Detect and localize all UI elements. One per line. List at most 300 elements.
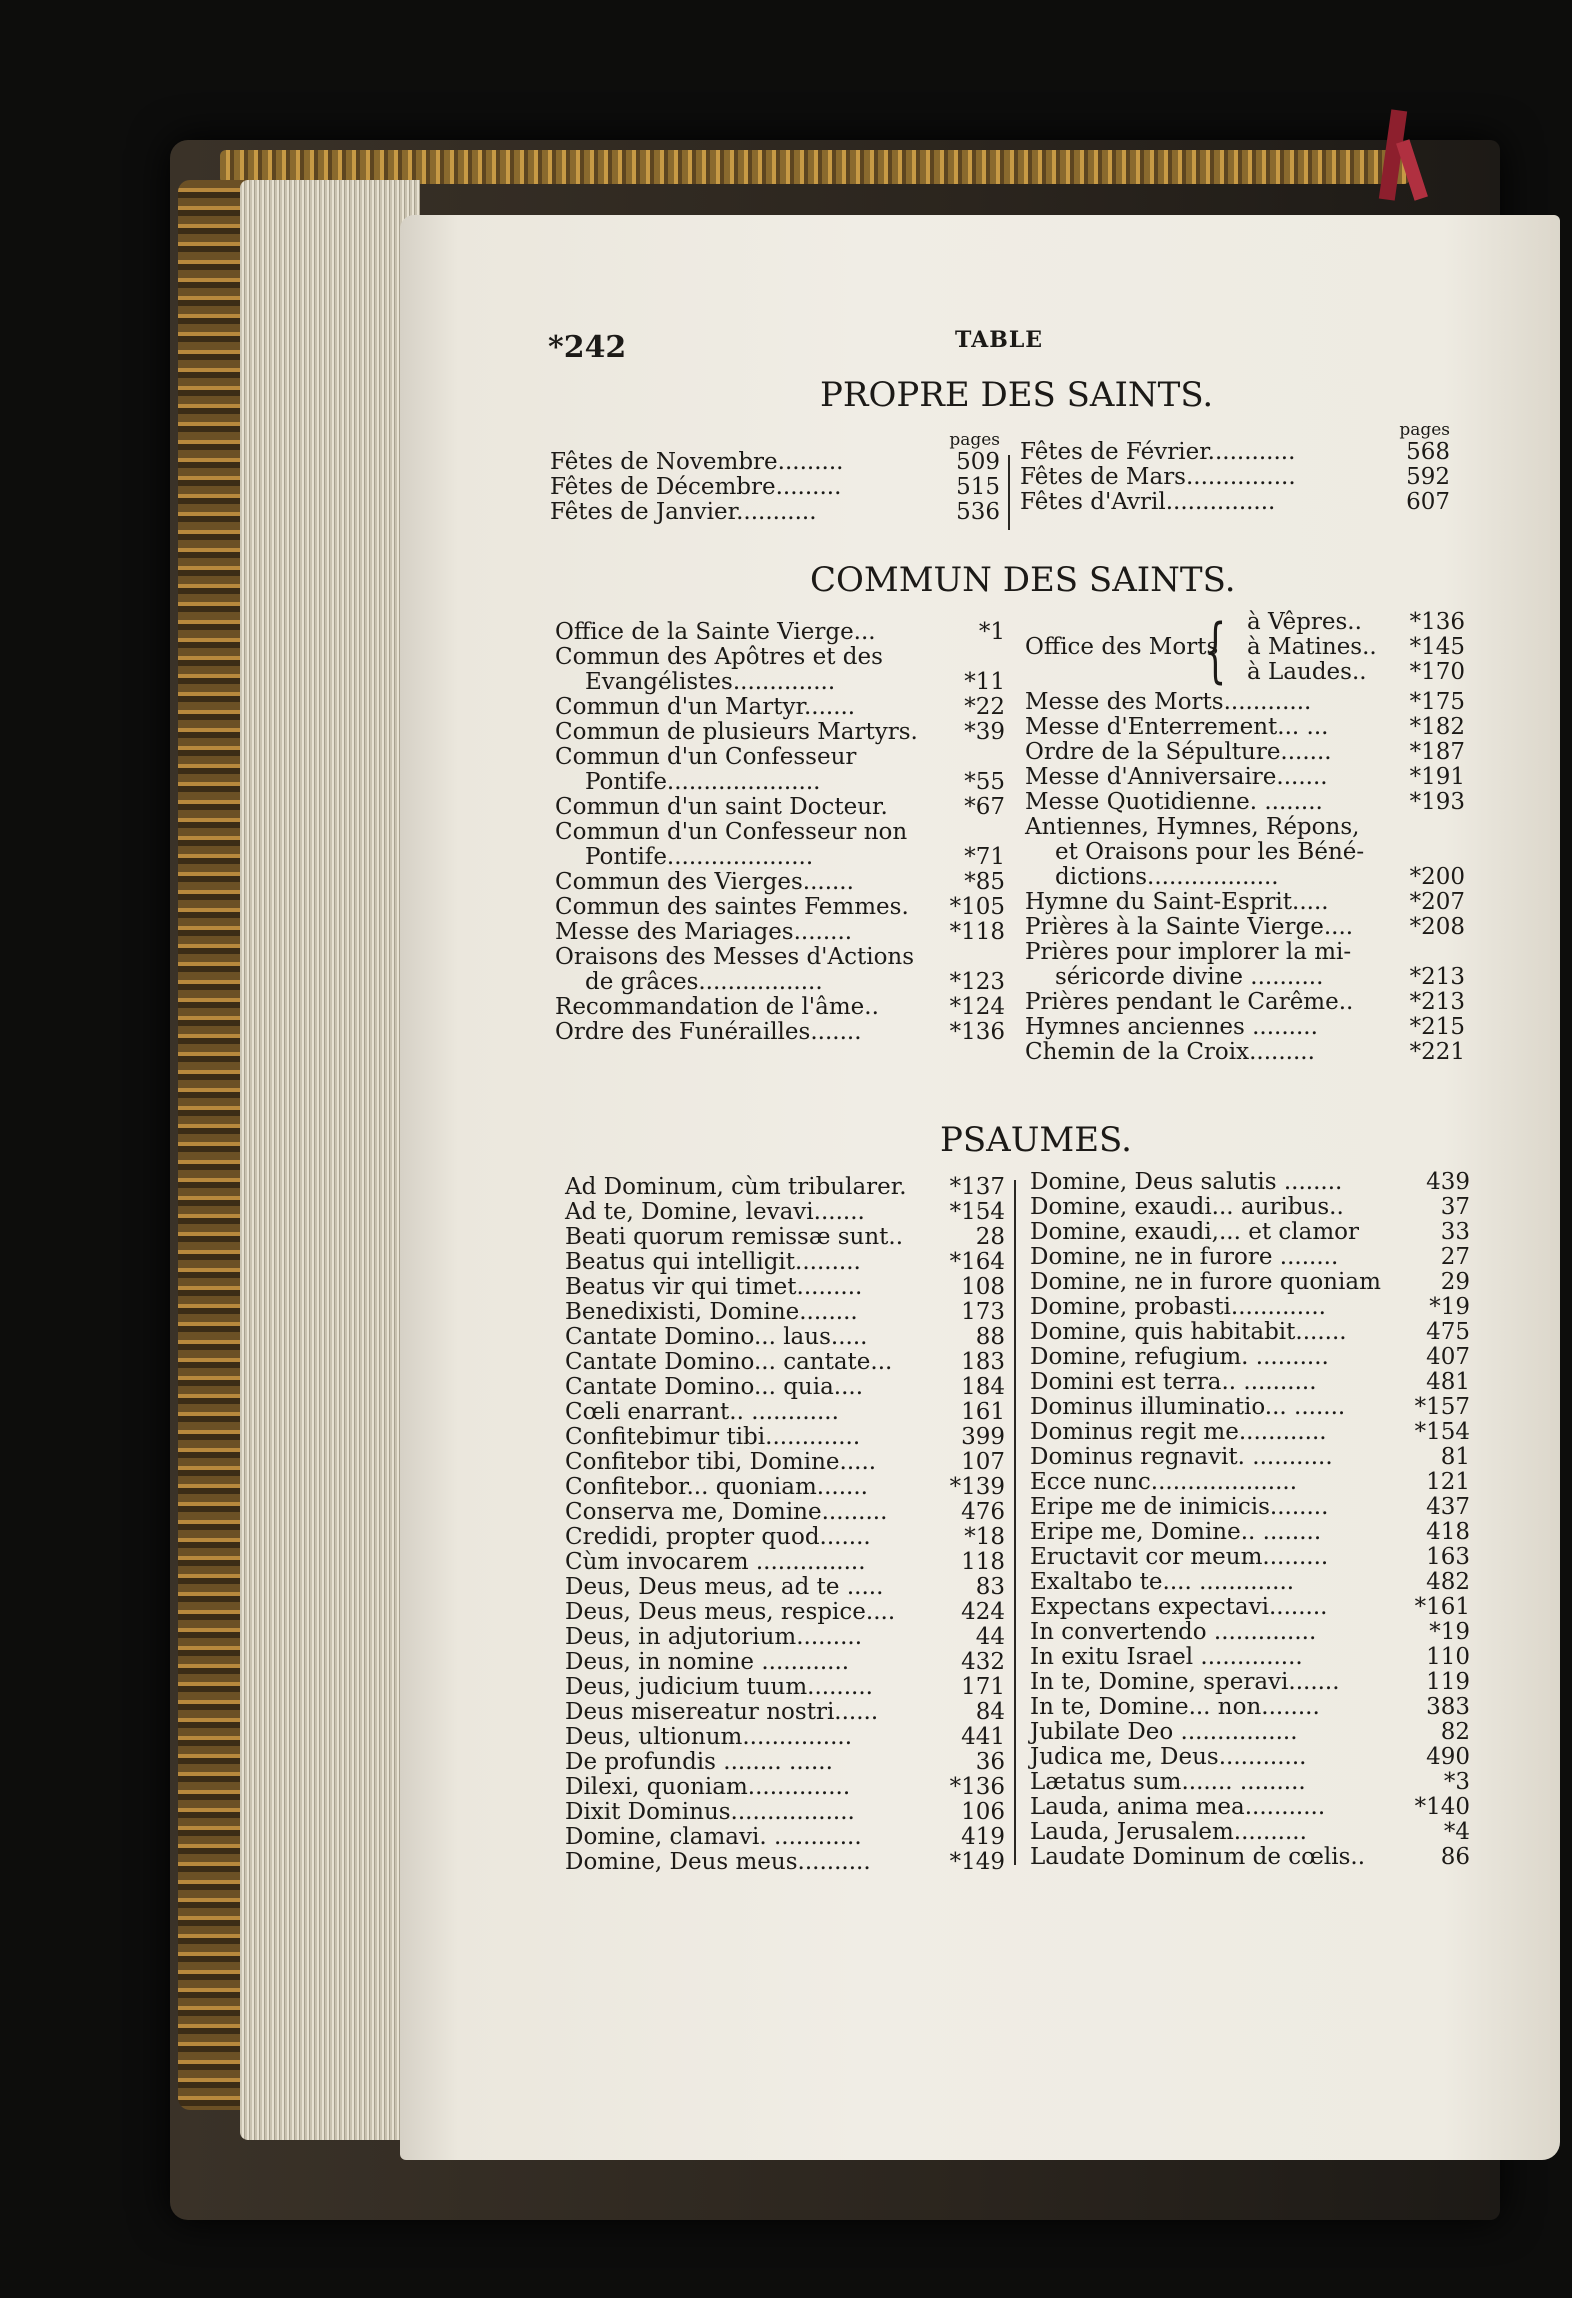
psaume-entry: [565, 1525, 1005, 1550]
psaume-entry: [1030, 1545, 1470, 1570]
psaume-entry-label: Domine, Deus meus..........: [565, 1849, 871, 1875]
psaume-entry-label: Domine, clamavi. ............: [565, 1824, 862, 1850]
psaume-entry: [1030, 1620, 1470, 1645]
psaume-entry-label: Lauda, anima mea...........: [1030, 1794, 1326, 1820]
psaume-entry: [565, 1750, 1005, 1775]
office-des-morts-entry-label: à Vêpres..: [1247, 609, 1362, 635]
psaume-entry-label: Domine, quis habitabit.......: [1030, 1319, 1347, 1345]
commun-entry-label: Prières pour implorer la mi-: [1025, 939, 1352, 965]
office-des-morts-entry: [1247, 635, 1465, 660]
propre-entry: [1020, 490, 1450, 515]
propre-right-list: [1020, 440, 1450, 515]
commun-entry-label: Messe Quotidienne. ........: [1025, 789, 1323, 815]
commun-entry-label: Commun d'un Confesseur non: [555, 819, 908, 845]
psaume-entry-label: Expectans expectavi........: [1030, 1594, 1328, 1620]
propre-entry: [550, 500, 1000, 525]
commun-entry-label: Commun d'un Confesseur: [555, 744, 857, 770]
psaume-entry: [1030, 1195, 1470, 1220]
psaume-entry-page: 28: [975, 1224, 1005, 1250]
psaume-entry-label: Domine, ne in furore quoniam: [1030, 1269, 1381, 1295]
propre-entry: [1020, 465, 1450, 490]
psaume-entry: [565, 1275, 1005, 1300]
psaume-entry-label: Eripe me de inimicis........: [1030, 1494, 1329, 1520]
office-des-morts-list: [1247, 610, 1465, 685]
propre-entry-label: Fêtes de Février............: [1020, 439, 1296, 465]
psaume-entry-page: 407: [1426, 1344, 1470, 1370]
propre-entry-label: Fêtes de Mars...............: [1020, 464, 1296, 490]
commun-entry: [555, 620, 1005, 645]
psaume-entry-page: 439: [1426, 1169, 1470, 1195]
commun-entry-page: *124: [949, 994, 1005, 1020]
commun-right-list: [1025, 690, 1465, 1065]
office-des-morts-entry-page: *136: [1409, 609, 1465, 635]
psaume-entry-page: 171: [961, 1674, 1005, 1700]
psaume-entry-page: 82: [1440, 1719, 1470, 1745]
commun-entry-label: Antiennes, Hymnes, Répons,: [1025, 814, 1360, 840]
psaume-entry-label: Lætatus sum....... .........: [1030, 1769, 1306, 1795]
book-page: [400, 215, 1560, 2160]
psaume-entry: [1030, 1670, 1470, 1695]
commun-entry-label: Recommandation de l'âme..: [555, 994, 879, 1020]
psaume-entry-label: De profundis ........ ......: [565, 1749, 833, 1775]
commun-entry-page: *71: [964, 844, 1005, 870]
psaume-entry-page: 44: [975, 1624, 1005, 1650]
commun-entry-page: *200: [1409, 864, 1465, 890]
psaume-entry: [1030, 1745, 1470, 1770]
commun-entry: [1025, 990, 1465, 1015]
psaume-entry-label: Dominus regnavit. ...........: [1030, 1444, 1333, 1470]
psaume-entry-page: 107: [961, 1449, 1005, 1475]
psaume-entry: [565, 1575, 1005, 1600]
psaume-entry: [565, 1450, 1005, 1475]
psaumes-left-list: [565, 1175, 1005, 1875]
propre-entry: [550, 450, 1000, 475]
psaume-entry-label: Cœli enarrant.. ............: [565, 1399, 839, 1425]
commun-entry-label: Prières pendant le Carême..: [1025, 989, 1354, 1015]
psaume-entry-page: 490: [1426, 1744, 1470, 1770]
psaume-entry-page: 424: [961, 1599, 1005, 1625]
psaume-entry-label: Conserva me, Domine.........: [565, 1499, 888, 1525]
psaume-entry: [565, 1725, 1005, 1750]
psaume-entry-label: Dixit Dominus.................: [565, 1799, 855, 1825]
psaume-entry-label: Laudate Dominum de cœlis..: [1030, 1844, 1366, 1870]
psaume-entry: [1030, 1845, 1470, 1870]
psaume-entry: [1030, 1520, 1470, 1545]
commun-entry-page: *193: [1409, 789, 1465, 815]
commun-entry-page: *136: [949, 1019, 1005, 1045]
psaume-entry: [1030, 1770, 1470, 1795]
psaume-entry-label: Deus, ultionum...............: [565, 1724, 853, 1750]
psaume-entry-label: Eructavit cor meum.........: [1030, 1544, 1329, 1570]
propre-entry-label: Fêtes de Novembre.........: [550, 449, 844, 475]
psaume-entry: [565, 1675, 1005, 1700]
psaume-entry: [1030, 1495, 1470, 1520]
commun-entry-label: Messe des Morts............: [1025, 689, 1312, 715]
psaume-entry: [1030, 1345, 1470, 1370]
commun-entry-label: Hymnes anciennes .........: [1025, 1014, 1318, 1040]
page-edges: [240, 180, 420, 2140]
propre-entry: [550, 475, 1000, 500]
psaume-entry: [565, 1775, 1005, 1800]
psaume-entry-label: In te, Domine... non........: [1030, 1694, 1320, 1720]
commun-entry: [1025, 865, 1465, 890]
commun-entry-page: *213: [1409, 989, 1465, 1015]
psaume-entry: [1030, 1220, 1470, 1245]
psaume-entry-label: Cantate Domino... cantate...: [565, 1349, 893, 1375]
psaume-entry-page: 108: [961, 1274, 1005, 1300]
psaume-entry-page: *157: [1414, 1394, 1470, 1420]
propre-entry-page: 568: [1406, 439, 1450, 465]
psaume-entry: [1030, 1395, 1470, 1420]
psaume-entry-page: 476: [961, 1499, 1005, 1525]
psaume-entry: [565, 1200, 1005, 1225]
commun-entry-label: Prières à la Sainte Vierge....: [1025, 914, 1354, 940]
commun-entry-label: Oraisons des Messes d'Actions: [555, 944, 915, 970]
office-des-morts-label: Office des Morts: [1025, 634, 1219, 660]
commun-entry-label: de grâces.................: [585, 969, 823, 995]
psaume-entry: [1030, 1695, 1470, 1720]
commun-entry-label: Commun d'un Martyr.......: [555, 694, 856, 720]
psaume-entry-page: 37: [1440, 1194, 1470, 1220]
psaume-entry-page: *18: [964, 1524, 1005, 1550]
commun-entry: [1025, 790, 1465, 815]
psaume-entry-page: *19: [1429, 1619, 1470, 1645]
psaume-entry: [1030, 1820, 1470, 1845]
propre-entry-page: 536: [956, 499, 1000, 525]
psaume-entry-page: 184: [961, 1374, 1005, 1400]
psaume-entry-page: 83: [975, 1574, 1005, 1600]
section-title-psaumes: PSAUMES.: [940, 1120, 1132, 1160]
propre-entry-page: 592: [1406, 464, 1450, 490]
psaume-entry-label: Domine, exaudi,... et clamor: [1030, 1219, 1360, 1245]
psaume-entry-label: Confitebor tibi, Domine.....: [565, 1449, 877, 1475]
psaume-entry-label: Deus, Deus meus, ad te .....: [565, 1574, 884, 1600]
commun-entry-label: et Oraisons pour les Béné-: [1055, 839, 1365, 865]
psaume-entry: [1030, 1570, 1470, 1595]
commun-entry-label: Ordre des Funérailles.......: [555, 1019, 862, 1045]
commun-entry-label: Pontife....................: [585, 844, 814, 870]
psaume-entry-label: Domini est terra.. ..........: [1030, 1369, 1317, 1395]
commun-entry: [1025, 890, 1465, 915]
psaume-entry-page: *161: [1414, 1594, 1470, 1620]
psaume-entry-label: Confitebimur tibi.............: [565, 1424, 861, 1450]
commun-entry: [1025, 1015, 1465, 1040]
psaume-entry-label: Deus misereatur nostri......: [565, 1699, 879, 1725]
psaumes-right-list: [1030, 1170, 1470, 1870]
psaume-entry-label: Deus, in adjutorium.........: [565, 1624, 863, 1650]
psaume-entry: [1030, 1795, 1470, 1820]
psaume-entry-page: *4: [1443, 1819, 1470, 1845]
psaume-entry-label: Dilexi, quoniam..............: [565, 1774, 851, 1800]
psaume-entry: [565, 1400, 1005, 1425]
propre-entry-page: 515: [956, 474, 1000, 500]
psaume-entry-page: 84: [975, 1699, 1005, 1725]
commun-entry: [1025, 940, 1465, 965]
commun-entry-page: *215: [1409, 1014, 1465, 1040]
commun-entry-label: dictions..................: [1055, 864, 1279, 890]
psaume-entry-page: 106: [961, 1799, 1005, 1825]
psaume-entry-label: Ecce nunc....................: [1030, 1469, 1298, 1495]
propre-entry-page: 607: [1406, 489, 1450, 515]
psaume-entry: [1030, 1245, 1470, 1270]
propre-entry-page: 509: [956, 449, 1000, 475]
commun-entry: [555, 795, 1005, 820]
commun-entry-label: Commun d'un saint Docteur.: [555, 794, 888, 820]
brace-glyph: {: [1204, 609, 1227, 691]
commun-entry-page: *85: [964, 869, 1005, 895]
office-des-morts-entry-label: à Matines..: [1247, 634, 1377, 660]
commun-entry-label: Office de la Sainte Vierge...: [555, 619, 876, 645]
psaume-entry-page: 33: [1440, 1219, 1470, 1245]
propre-left-list: [550, 450, 1000, 525]
psaume-entry: [565, 1225, 1005, 1250]
psaume-entry-page: *19: [1429, 1294, 1470, 1320]
commun-entry-page: *182: [1409, 714, 1465, 740]
psaume-entry-label: Beatus vir qui timet.........: [565, 1274, 863, 1300]
commun-entry-page: *39: [964, 719, 1005, 745]
commun-entry-label: Commun des Vierges.......: [555, 869, 854, 895]
psaume-entry-page: 399: [961, 1424, 1005, 1450]
column-rule: [1008, 455, 1010, 530]
commun-entry-label: Messe des Mariages........: [555, 919, 853, 945]
commun-entry: [555, 995, 1005, 1020]
propre-entry-label: Fêtes d'Avril...............: [1020, 489, 1276, 515]
propre-right-column: [1020, 420, 1450, 515]
commun-entry: [1025, 840, 1465, 865]
running-head: TABLE: [955, 327, 1044, 353]
psaume-entry-label: Domine, exaudi... auribus..: [1030, 1194, 1344, 1220]
commun-entry-page: *67: [964, 794, 1005, 820]
psaume-entry-page: *164: [949, 1249, 1005, 1275]
commun-entry: [1025, 715, 1465, 740]
psaume-entry-label: Deus, judicium tuum.........: [565, 1674, 873, 1700]
commun-entry-label: Evangélistes..............: [585, 669, 836, 695]
commun-entry: [555, 670, 1005, 695]
psaume-entry: [565, 1500, 1005, 1525]
psaume-entry: [565, 1300, 1005, 1325]
section-title-propre: PROPRE DES SAINTS.: [820, 375, 1214, 415]
psaume-entry-label: Cùm invocarem ...............: [565, 1549, 866, 1575]
psaume-entry: [1030, 1295, 1470, 1320]
psaume-entry-page: *140: [1414, 1794, 1470, 1820]
psaume-entry-label: Cantate Domino... laus.....: [565, 1324, 868, 1350]
psaume-entry-page: 482: [1426, 1569, 1470, 1595]
psaume-entry-page: *137: [949, 1174, 1005, 1200]
psaume-entry: [565, 1425, 1005, 1450]
commun-entry: [555, 845, 1005, 870]
psaume-entry: [565, 1175, 1005, 1200]
commun-entry: [1025, 740, 1465, 765]
commun-entry-page: *191: [1409, 764, 1465, 790]
propre-entry-label: Fêtes de Décembre.........: [550, 474, 842, 500]
commun-entry: [555, 720, 1005, 745]
psaume-entry-label: Ad te, Domine, levavi.......: [565, 1199, 865, 1225]
commun-entry: [1025, 690, 1465, 715]
psaume-entry: [565, 1375, 1005, 1400]
propre-entry: [1020, 440, 1450, 465]
office-des-morts-group: [1025, 610, 1465, 690]
gilt-spine-edge: [178, 180, 248, 2110]
commun-entry-page: *55: [964, 769, 1005, 795]
commun-entry: [555, 820, 1005, 845]
psaume-entry-label: Deus, in nomine ............: [565, 1649, 850, 1675]
psaume-entry-label: Domine, Deus salutis ........: [1030, 1169, 1343, 1195]
psaume-entry: [1030, 1720, 1470, 1745]
propre-left-column: [550, 430, 1000, 525]
psaume-entry-page: 432: [961, 1649, 1005, 1675]
commun-entry-label: Chemin de la Croix.........: [1025, 1039, 1315, 1065]
psaume-entry-page: *154: [1414, 1419, 1470, 1445]
office-des-morts-entry-page: *170: [1409, 659, 1465, 685]
commun-entry-page: *208: [1409, 914, 1465, 940]
commun-entry: [555, 645, 1005, 670]
commun-entry: [1025, 1040, 1465, 1065]
psaume-entry-page: 29: [1440, 1269, 1470, 1295]
psaume-entry-page: 183: [961, 1349, 1005, 1375]
commun-entry: [1025, 765, 1465, 790]
commun-entry: [555, 695, 1005, 720]
psaume-entry-label: Beati quorum remissæ sunt..: [565, 1224, 904, 1250]
psaume-entry-page: 383: [1426, 1694, 1470, 1720]
psaume-entry-page: *3: [1443, 1769, 1470, 1795]
psaume-entry-label: Cantate Domino... quia....: [565, 1374, 864, 1400]
psaume-entry-label: In exitu Israel ..............: [1030, 1644, 1303, 1670]
commun-entry: [555, 945, 1005, 970]
psaume-entry-label: In te, Domine, speravi.......: [1030, 1669, 1340, 1695]
commun-entry: [1025, 815, 1465, 840]
psaume-entry-page: 119: [1426, 1669, 1470, 1695]
commun-entry: [555, 745, 1005, 770]
office-des-morts-entry: [1247, 610, 1465, 635]
psaume-entry-page: 36: [975, 1749, 1005, 1775]
commun-entry-page: *175: [1409, 689, 1465, 715]
commun-entry-page: *22: [964, 694, 1005, 720]
psaume-entry-page: 86: [1440, 1844, 1470, 1870]
psaume-entry-label: Jubilate Deo ................: [1030, 1719, 1298, 1745]
psaume-entry-page: 163: [1426, 1544, 1470, 1570]
psaume-entry-page: 437: [1426, 1494, 1470, 1520]
office-des-morts-entry-label: à Laudes..: [1247, 659, 1367, 685]
commun-entry-label: Commun des saintes Femmes.: [555, 894, 909, 920]
psaume-entry: [565, 1325, 1005, 1350]
psaume-entry-page: 419: [961, 1824, 1005, 1850]
pages-header: pages: [949, 430, 1000, 450]
commun-entry-label: Pontife.....................: [585, 769, 821, 795]
commun-entry: [555, 920, 1005, 945]
pages-header-right: pages: [1399, 420, 1450, 440]
commun-entry: [1025, 965, 1465, 990]
psaume-entry: [1030, 1270, 1470, 1295]
commun-entry: [555, 895, 1005, 920]
psaume-entry-label: Ad Dominum, cùm tribularer.: [565, 1174, 907, 1200]
psaume-entry: [1030, 1420, 1470, 1445]
psaume-entry-page: 88: [975, 1324, 1005, 1350]
commun-entry-page: *213: [1409, 964, 1465, 990]
psaume-entry-label: Eripe me, Domine.. ........: [1030, 1519, 1322, 1545]
psaume-entry: [565, 1800, 1005, 1825]
psaume-entry-label: Exaltabo te.... .............: [1030, 1569, 1295, 1595]
psaume-entry: [1030, 1370, 1470, 1395]
commun-entry: [555, 870, 1005, 895]
psaume-entry: [565, 1550, 1005, 1575]
commun-entry-label: Messe d'Enterrement... ...: [1025, 714, 1329, 740]
commun-entry-page: *11: [964, 669, 1005, 695]
psaume-entry-page: 173: [961, 1299, 1005, 1325]
commun-entry: [555, 1020, 1005, 1045]
commun-entry-page: *1: [978, 619, 1005, 645]
psaume-entry-page: *136: [949, 1774, 1005, 1800]
office-des-morts-entry: [1247, 660, 1465, 685]
psaume-entry-page: 441: [961, 1724, 1005, 1750]
psaume-entry-page: 118: [961, 1549, 1005, 1575]
psaume-entry-page: 27: [1440, 1244, 1470, 1270]
commun-entry-label: Hymne du Saint-Esprit.....: [1025, 889, 1329, 915]
commun-entry-page: *118: [949, 919, 1005, 945]
psaume-entry-page: *139: [949, 1474, 1005, 1500]
psaume-entry: [1030, 1645, 1470, 1670]
commun-entry: [555, 970, 1005, 995]
psaume-entry-page: *154: [949, 1199, 1005, 1225]
gilt-top-edge: [220, 150, 1410, 184]
psaume-entry-label: In convertendo ..............: [1030, 1619, 1317, 1645]
psaume-entry-page: 110: [1426, 1644, 1470, 1670]
psaume-entry-label: Benedixisti, Domine........: [565, 1299, 858, 1325]
commun-entry: [1025, 915, 1465, 940]
psaume-entry-label: Beatus qui intelligit.........: [565, 1249, 861, 1275]
commun-entry-label: Ordre de la Sépulture.......: [1025, 739, 1332, 765]
psaume-entry: [565, 1250, 1005, 1275]
commun-entry-label: Messe d'Anniversaire.......: [1025, 764, 1328, 790]
psaume-entry-label: Deus, Deus meus, respice....: [565, 1599, 896, 1625]
psaume-entry: [1030, 1170, 1470, 1195]
psaume-entry: [565, 1350, 1005, 1375]
psaume-entry-label: Lauda, Jerusalem..........: [1030, 1819, 1307, 1845]
commun-entry-page: *207: [1409, 889, 1465, 915]
psaume-entry-label: Domine, ne in furore ........: [1030, 1244, 1339, 1270]
psaume-entry: [1030, 1320, 1470, 1345]
page-number: *242: [548, 330, 627, 365]
commun-entry-label: séricorde divine ..........: [1055, 964, 1324, 990]
psaume-entry-label: Domine, probasti.............: [1030, 1294, 1326, 1320]
commun-entry: [555, 770, 1005, 795]
commun-entry-label: Commun des Apôtres et des: [555, 644, 883, 670]
psaume-entry: [565, 1600, 1005, 1625]
commun-entry-page: *221: [1409, 1039, 1465, 1065]
psaume-entry: [1030, 1595, 1470, 1620]
commun-entry-label: Commun de plusieurs Martyrs.: [555, 719, 918, 745]
section-title-commun: COMMUN DES SAINTS.: [810, 560, 1236, 600]
commun-entry-page: *123: [949, 969, 1005, 995]
commun-left-list: [555, 620, 1005, 1045]
psaume-entry: [565, 1475, 1005, 1500]
psaumes-column-rule: [1014, 1180, 1016, 1865]
psaume-entry-label: Domine, refugium. ..........: [1030, 1344, 1329, 1370]
psaume-entry-label: Confitebor... quoniam.......: [565, 1474, 868, 1500]
psaume-entry-label: Dominus illuminatio... .......: [1030, 1394, 1346, 1420]
psaume-entry-label: Credidi, propter quod.......: [565, 1524, 871, 1550]
psaume-entry: [1030, 1470, 1470, 1495]
psaume-entry: [565, 1625, 1005, 1650]
psaume-entry-page: 121: [1426, 1469, 1470, 1495]
commun-entry-page: *105: [949, 894, 1005, 920]
psaume-entry-page: 418: [1426, 1519, 1470, 1545]
psaume-entry-page: 481: [1426, 1369, 1470, 1395]
psaume-entry-page: 475: [1426, 1319, 1470, 1345]
office-des-morts-entry-page: *145: [1409, 634, 1465, 660]
psaume-entry: [1030, 1445, 1470, 1470]
psaume-entry-label: Dominus regit me............: [1030, 1419, 1327, 1445]
psaume-entry-page: *149: [949, 1849, 1005, 1875]
